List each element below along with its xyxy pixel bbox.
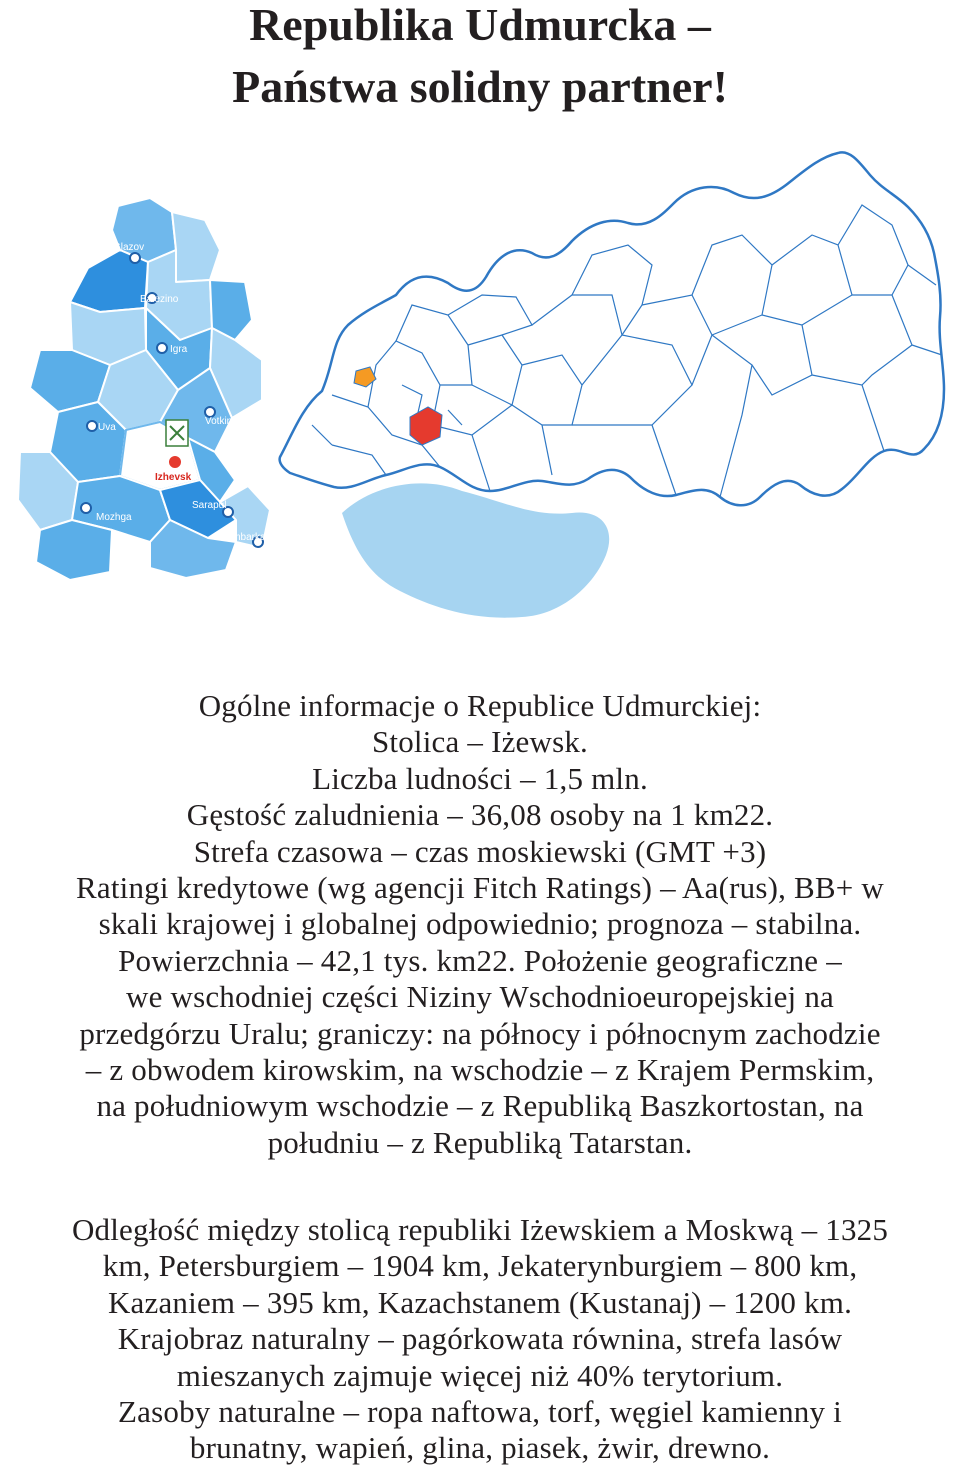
info-line: Powierzchnia – 42,1 tys. km22. Położenie geograficzne –: [118, 942, 842, 978]
info-line: Stolica – Iżewsk.: [371, 724, 589, 760]
extra-line: Zasoby naturalne – ropa naftowa, torf, węgiel kamienny i: [118, 1394, 842, 1430]
city-label-izhevsk: Izhevsk: [155, 472, 192, 483]
info-line: południu – z Republiką Tatarstan.: [267, 1124, 693, 1160]
info-line: przedgórzu Uralu; graniczy: na północy i północnym zachodzie: [79, 1015, 881, 1051]
kazakhstan-area: [342, 483, 609, 617]
info-line: Gęstość zaludnienia – 36,08 osoby na 1 km22.: [186, 797, 774, 833]
city-label-votkinsk: Votkinsk: [205, 416, 243, 427]
city-label-glazov: Glazov: [113, 242, 145, 253]
city-label-mozhga: Mozhga: [96, 512, 132, 523]
city-marker: [168, 455, 182, 469]
info-line: Ogólne informacje o Republice Udmurckiej:: [198, 688, 762, 723]
extra-line: Krajobraz naturalny – pagórkowata równina, strefa lasów: [117, 1321, 843, 1357]
extra-line: brunatny, wapień, glina, piasek, żwir, drewno.: [189, 1430, 771, 1466]
city-marker: [157, 343, 167, 353]
district-region: [172, 212, 220, 282]
city-label-igra: Igra: [170, 344, 188, 355]
russia-outline: [280, 152, 944, 505]
extra-line: mieszanych zajmuje więcej niż 40% terytorium.: [176, 1357, 784, 1393]
info-line: Ratingi kredytowe (wg agencji Fitch Ratings) – Aa(rus), BB+ w: [76, 870, 884, 906]
info-line: Strefa czasowa – czas moskiewski (GMT +3): [193, 833, 767, 869]
russia-regions-map: [272, 145, 960, 625]
city-marker: [87, 421, 97, 431]
city-marker: [81, 503, 91, 513]
page-title-line-2: Państwa solidny partner!: [232, 61, 728, 112]
info-line: skali krajowej i globalnej odpowiednio; prognoza – stabilna.: [98, 906, 862, 942]
city-label-balezino: Balezino: [140, 294, 179, 305]
city-marker: [130, 253, 140, 263]
extra-line: Odległość między stolicą republiki Iżewskiem a Moskwą – 1325: [71, 1212, 889, 1247]
general-info-paragraph: [0, 688, 960, 1161]
info-line: Liczba ludności – 1,5 mln.: [312, 760, 648, 796]
district-region: [36, 520, 112, 580]
distances-resources-paragraph: [0, 1212, 960, 1467]
page-title-line-1: Republika Udmurcka –: [249, 0, 711, 50]
udmurtia-district-map: [0, 190, 290, 590]
info-line: na południowym wschodzie – z Republiką Baszkortostan, na: [96, 1088, 864, 1124]
info-line: we wschodniej części Niziny Wschodnioeuropejskiej na: [126, 979, 834, 1015]
info-line: – z obwodem kirowskim, na wschodzie – z Krajem Permskim,: [85, 1052, 875, 1088]
extra-line: Kazaniem – 395 km, Kazachstanem (Kustanaj) – 1200 km.: [107, 1284, 853, 1320]
izhevsk-coat-of-arms-icon: [166, 420, 188, 446]
city-label-kambarka: Kambarka: [220, 532, 266, 543]
city-label-sarapul: Sarapul: [192, 500, 227, 511]
city-label-uva: Uva: [98, 422, 116, 433]
extra-line: km, Petersburgiem – 1904 km, Jekaterynburgiem – 800 km,: [102, 1248, 858, 1284]
